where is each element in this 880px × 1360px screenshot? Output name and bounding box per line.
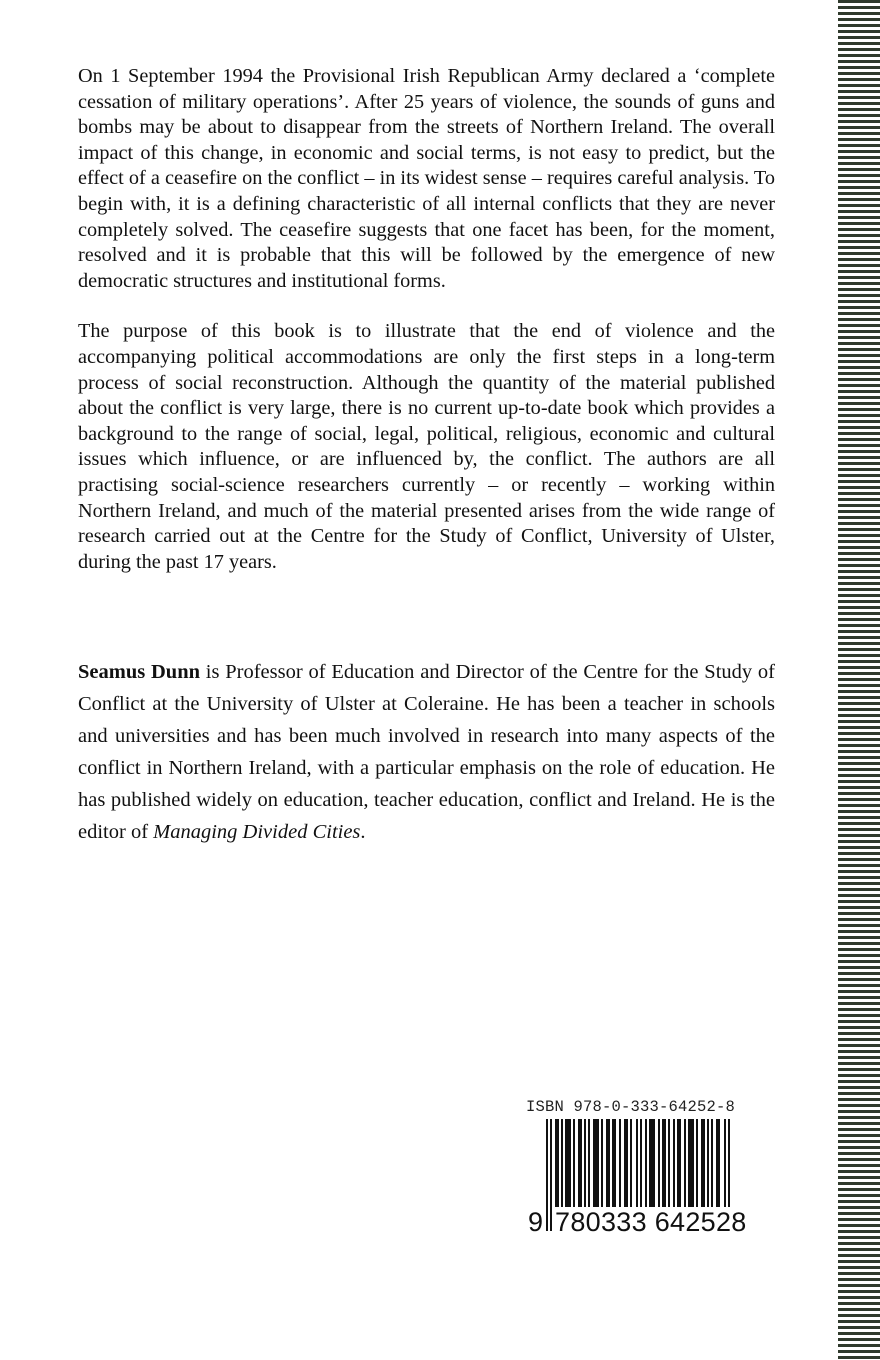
- book-title: Managing Divided Cities: [153, 821, 361, 843]
- isbn-label: ISBN 978-0-333-64252-8: [526, 1098, 736, 1116]
- spine-stripes: [838, 0, 880, 1360]
- author-bio: [78, 656, 775, 848]
- isbn-block: [524, 1098, 774, 1237]
- author-bio-text: is Professor of Education and Director of the Centre for the Study of Conflict at the University of Ulster at Coleraine. He has been a teacher in schools and universities and has been much involved in research into many aspects of the conflict in Northern Ireland, with a particular emphasis on the role of education. He has published widely on education, teacher education, conflict and Ireland. He is the editor of: [78, 661, 775, 843]
- author-bio-end: .: [360, 821, 366, 843]
- author-bio-paragraph: [78, 656, 775, 848]
- author-name: Seamus Dunn: [78, 661, 200, 683]
- barcode: [524, 1119, 774, 1237]
- barcode-digits: 780333 642528: [555, 1207, 747, 1237]
- blurb-paragraph-2: The purpose of this book is to illustrate that the end of violence and the accompanying political accommodations are only the first steps in a long-term process of social reconstruction. Although the quantity of the material published about the conflict is very large, there is no current up-to-date book which provides a background to the range of social, legal, political, religious, economic and cultural issues which influence, or are influenced by, the conflict. The authors are all practising social-science researchers currently – or recently – working within Northern Ireland, and much of the material presented arises from the wide range of research carried out at the Centre for the Study of Conflict, University of Ulster, during the past 17 years.: [78, 320, 775, 573]
- barcode-lead-digit: 9: [528, 1207, 544, 1237]
- back-cover-blurb: [78, 64, 775, 575]
- blurb-paragraph-1: On 1 September 1994 the Provisional Irish Republican Army declared a ‘complete cessation of military operations’. After 25 years of violence, the sounds of guns and bombs may be about to disappear from the streets of Northern Ireland. The overall impact of this change, in economic and social terms, is not easy to predict, but the effect of a ceasefire on the conflict – in its widest sense – requires careful analysis. To begin with, it is a defining characteristic of all internal conflicts that they are never completely solved. The ceasefire suggests that one facet has been, for the moment, resolved and it is probable that this will be followed by the emergence of new democratic structures and institutional forms.: [78, 65, 775, 292]
